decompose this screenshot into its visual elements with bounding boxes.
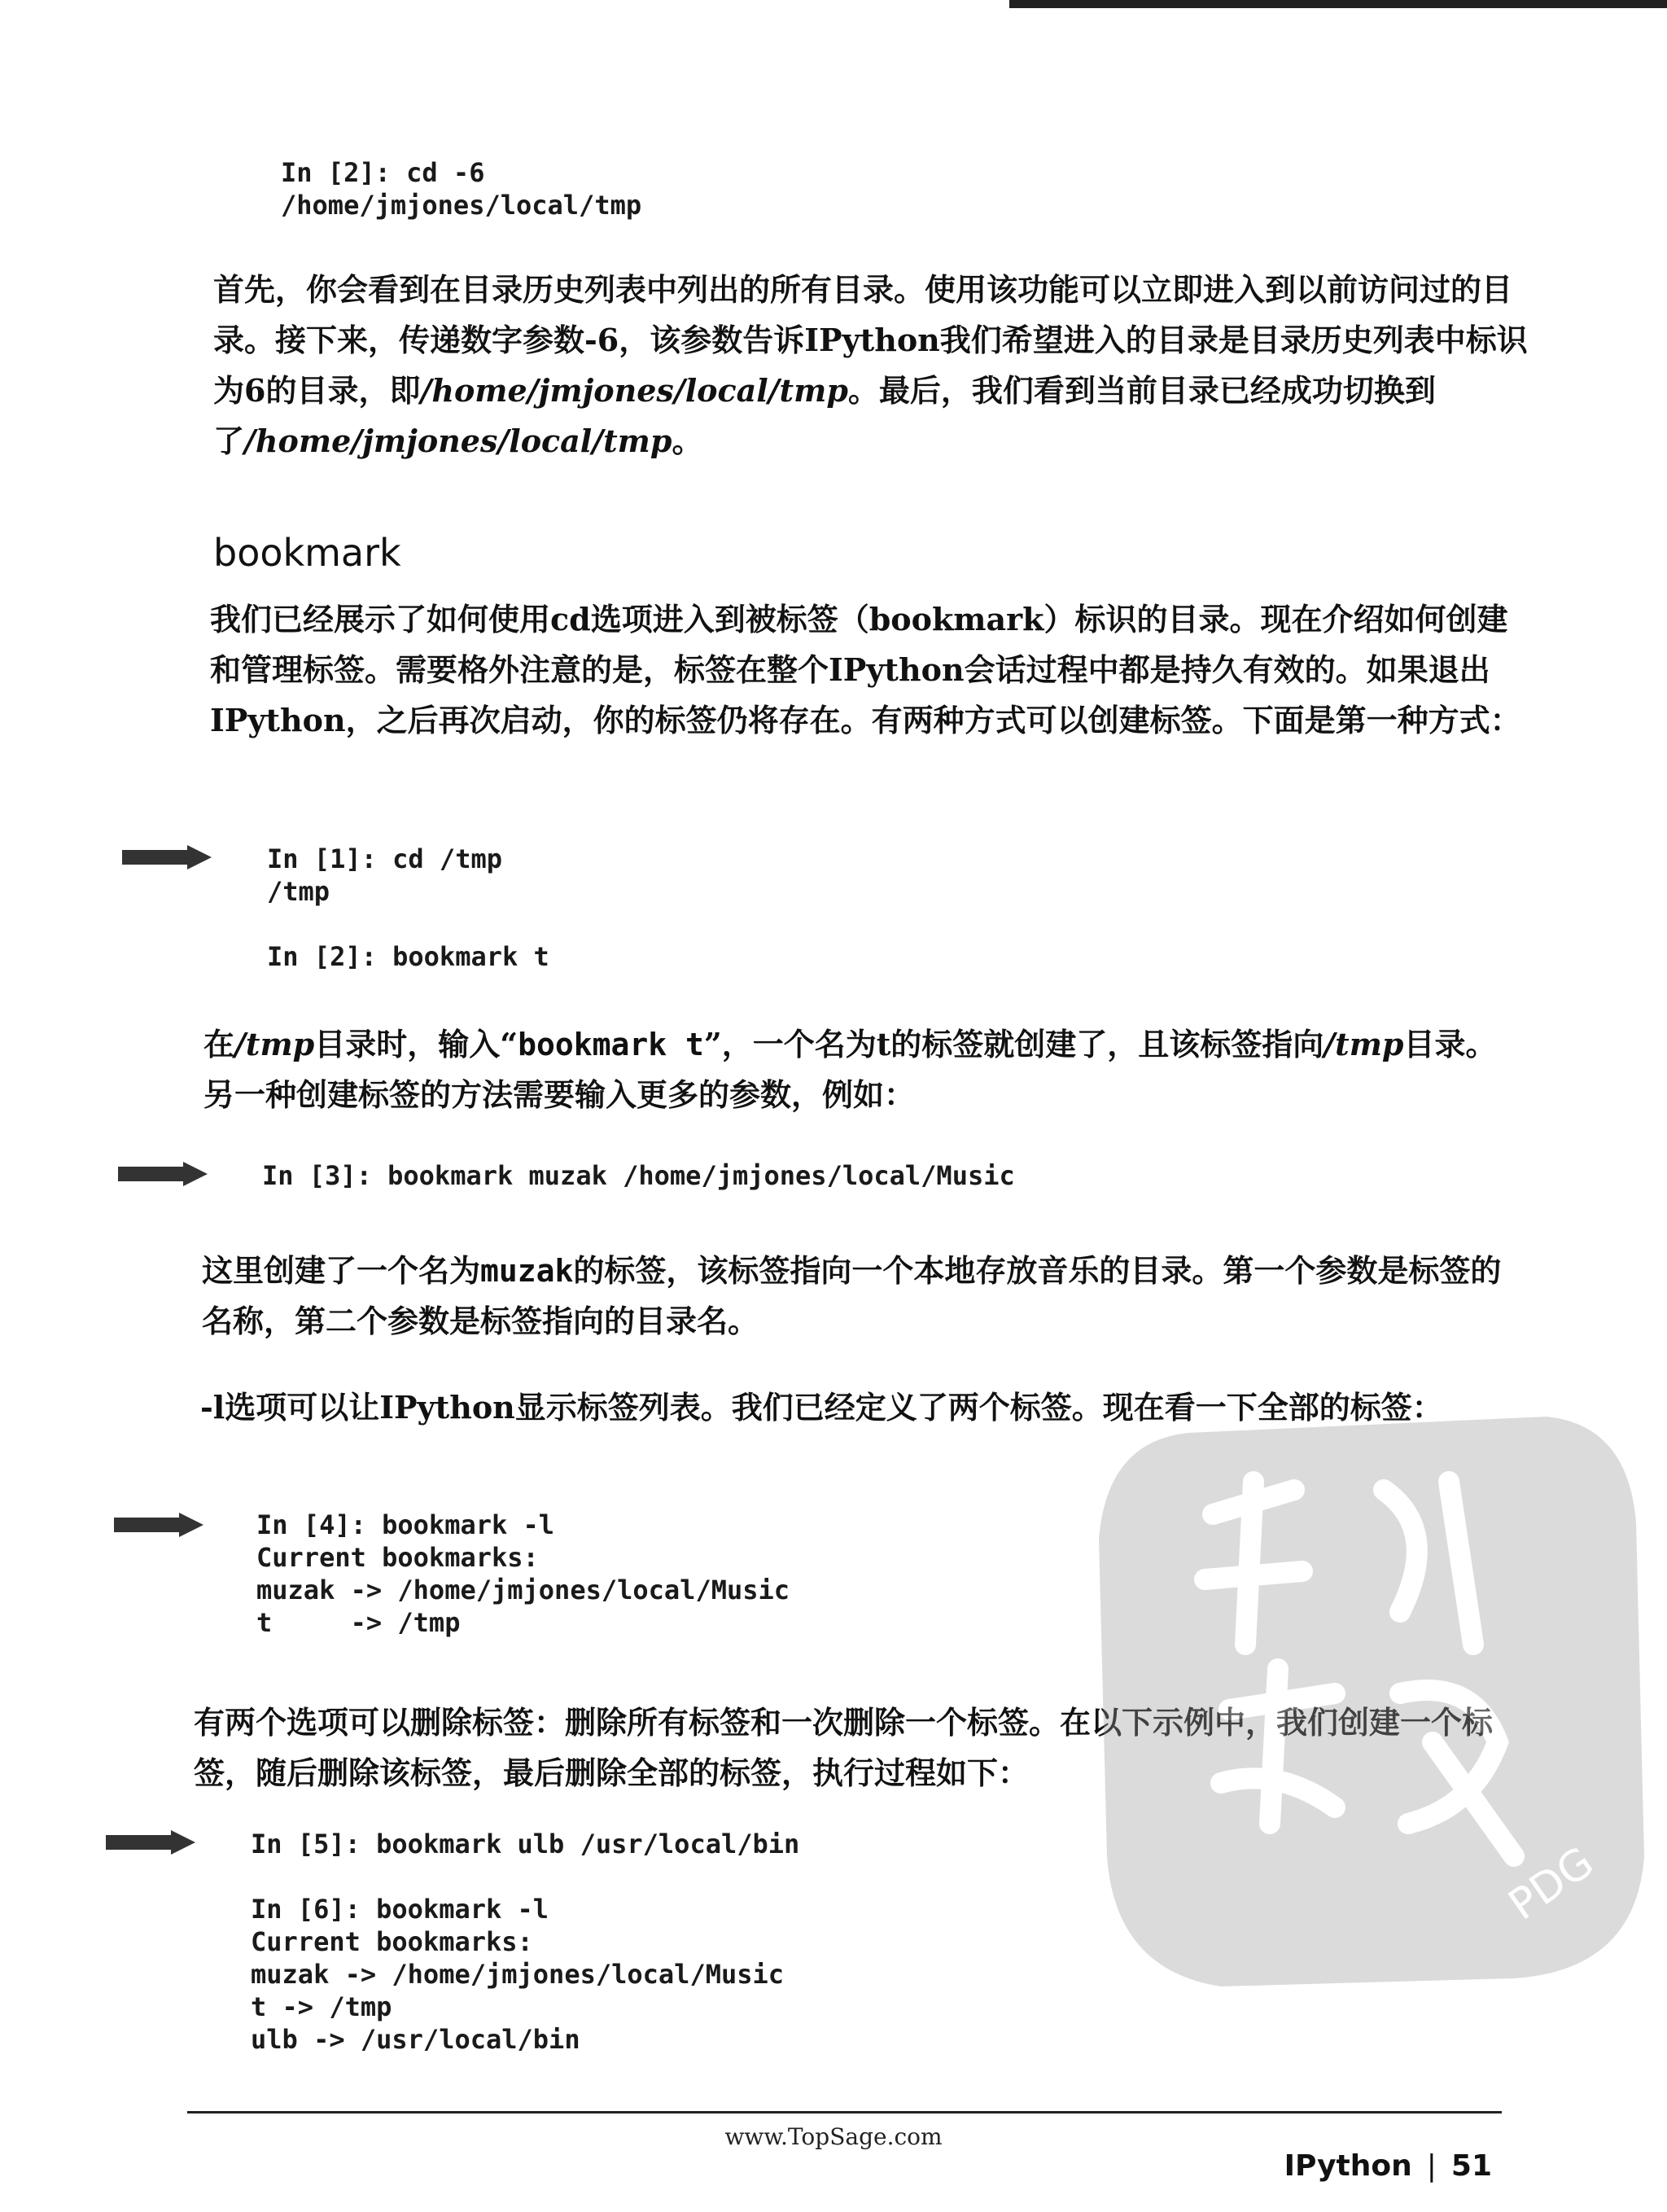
code-line: In [3]: bookmark muzak /home/jmjones/local/Music: [262, 1160, 1015, 1191]
code-line: t -> /tmp: [256, 1607, 461, 1638]
footer-rule: [187, 2111, 1502, 2113]
code-line: In [5]: bookmark ulb /usr/local/bin: [251, 1829, 800, 1859]
page-number: 51: [1450, 2149, 1492, 2183]
code-line: muzak -> /home/jmjones/local/Music: [256, 1575, 790, 1605]
code-line: In [4]: bookmark -l: [256, 1509, 555, 1540]
code-line: muzak -> /home/jmjones/local/Music: [251, 1959, 785, 1990]
top-rule: [1009, 0, 1667, 8]
code-block-bookmark-ulb: [251, 1828, 799, 2056]
code-line: In [2]: bookmark t: [267, 941, 549, 972]
code-line: Current bookmarks:: [251, 1926, 533, 1957]
code-block-cd: [281, 156, 641, 221]
code-line: In [2]: cd -6: [281, 157, 485, 188]
section-heading-bookmark: bookmark: [213, 531, 401, 575]
arrow-marker-icon: [114, 1513, 203, 1537]
code-block-bookmark-t: [267, 843, 549, 973]
paragraph-directory-history: 首先，你会看到在目录历史列表中列出的所有目录。使用该功能可以立即进入到以前访问过的目录。接下来，传递数字参数-6，该参数告诉IPython我们希望进入的目录是目录历史列表中标识为6的目录，即/home/jmjones/local/tmp。最后，我们看到当前目录已经成功切换到了/home/jmjones/local/tmp。: [213, 271, 1528, 459]
footer-separator: |: [1426, 2149, 1437, 2183]
code-block-bookmark-l: [256, 1509, 790, 1639]
paragraph-bookmark-list: -l选项可以让IPython显示标签列表。我们已经定义了两个标签。现在看一下全部的标签：: [200, 1389, 1443, 1426]
paragraph-delete-bookmarks: 有两个选项可以删除标签：删除所有标签和一次删除一个标签。在以下示例中，我们创建一个标签，随后删除该标签，最后删除全部的标签，执行过程如下：: [194, 1704, 1494, 1791]
code-line: In [6]: bookmark -l: [251, 1894, 549, 1925]
arrow-marker-icon: [118, 1162, 208, 1186]
code-block-bookmark-muzak: [262, 1159, 1015, 1192]
code-line: /home/jmjones/local/tmp: [281, 190, 642, 221]
code-line: /tmp: [267, 876, 330, 907]
arrow-marker-icon: [122, 845, 212, 869]
code-line: Current bookmarks:: [256, 1542, 539, 1573]
code-line: In [1]: cd /tmp: [267, 843, 502, 874]
code-line: t -> /tmp: [251, 1991, 392, 2022]
stamp-label: PDG: [1500, 1837, 1603, 1930]
pdg-watermark-stamp: [1091, 1400, 1644, 1986]
code-line: ulb -> /usr/local/bin: [251, 2024, 580, 2055]
footer-page-info: [1284, 2149, 1492, 2183]
paragraph-muzak: 这里创建了一个名为muzak的标签，该标签指向一个本地存放音乐的目录。第一个参数是标签的名称，第二个参数是标签指向的目录名。: [202, 1252, 1502, 1339]
arrow-marker-icon: [106, 1830, 195, 1855]
footer-url: www.TopSage.com: [724, 2123, 943, 2150]
paragraph-bookmark-intro: 我们已经展示了如何使用cd选项进入到被标签（bookmark）标识的目录。现在介绍如何创建和管理标签。需要格外注意的是，标签在整个IPython会话过程中都是持久有效的。如果退出IPython，之后再次启动，你的标签仍将存在。有两种方式可以创建标签。下面是第一种方式：: [210, 601, 1521, 738]
paragraph-bookmark-t: 在/tmp目录时，输入“bookmark t”，一个名为t的标签就创建了，且该标签指向/tmp目录。另一种创建标签的方法需要输入更多的参数，例如：: [203, 1026, 1497, 1113]
footer-section: IPython: [1284, 2149, 1412, 2183]
